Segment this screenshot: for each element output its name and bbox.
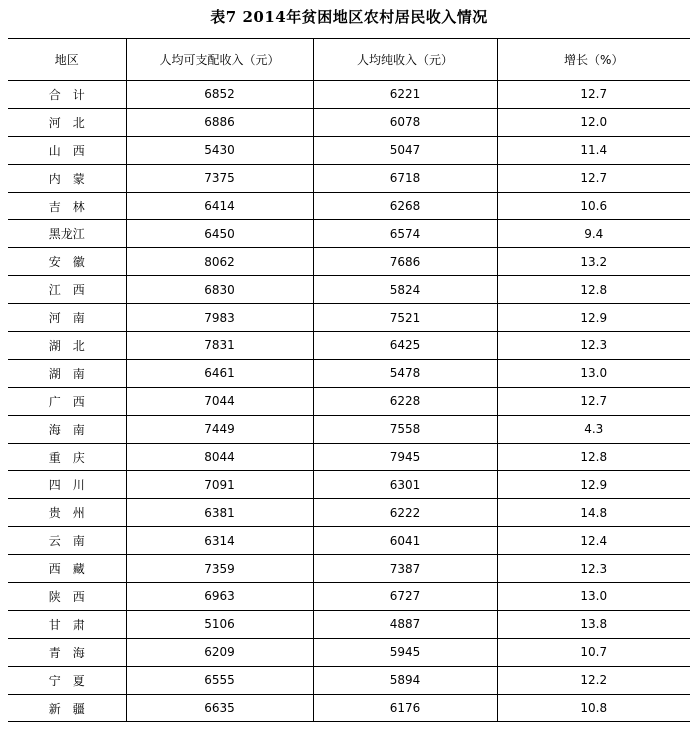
net-income-cell: 5894 bbox=[313, 666, 497, 694]
region-cell: 黑龙江 bbox=[8, 220, 126, 248]
growth-cell: 10.7 bbox=[497, 638, 690, 666]
region-cell: 海 南 bbox=[8, 415, 126, 443]
growth-cell: 13.2 bbox=[497, 248, 690, 276]
table-row bbox=[8, 583, 690, 611]
growth-cell: 11.4 bbox=[497, 136, 690, 164]
growth-cell: 14.8 bbox=[497, 499, 690, 527]
disposable-income-cell: 5430 bbox=[126, 136, 313, 164]
region-cell: 贵 州 bbox=[8, 499, 126, 527]
region-cell: 西 藏 bbox=[8, 555, 126, 583]
net-income-cell: 5824 bbox=[313, 276, 497, 304]
net-income-cell: 6228 bbox=[313, 387, 497, 415]
income-table bbox=[8, 38, 690, 722]
disposable-income-cell: 6209 bbox=[126, 638, 313, 666]
disposable-income-cell: 6414 bbox=[126, 192, 313, 220]
growth-cell: 13.0 bbox=[497, 583, 690, 611]
growth-cell: 9.4 bbox=[497, 220, 690, 248]
net-income-cell: 6718 bbox=[313, 164, 497, 192]
table-row bbox=[8, 108, 690, 136]
growth-cell: 12.3 bbox=[497, 332, 690, 360]
disposable-income-cell: 7831 bbox=[126, 332, 313, 360]
net-income-cell: 6268 bbox=[313, 192, 497, 220]
region-cell: 云 南 bbox=[8, 527, 126, 555]
region-cell: 安 徽 bbox=[8, 248, 126, 276]
table-title: 表7 2014年贫困地区农村居民收入情况 bbox=[210, 8, 488, 26]
region-cell: 四 川 bbox=[8, 471, 126, 499]
net-income-cell: 6425 bbox=[313, 332, 497, 360]
disposable-income-cell: 6314 bbox=[126, 527, 313, 555]
region-cell: 吉 林 bbox=[8, 192, 126, 220]
disposable-income-cell: 7375 bbox=[126, 164, 313, 192]
table-row bbox=[8, 304, 690, 332]
region-cell: 重 庆 bbox=[8, 443, 126, 471]
table-row bbox=[8, 499, 690, 527]
table-row bbox=[8, 443, 690, 471]
region-cell: 甘 肃 bbox=[8, 610, 126, 638]
growth-cell: 12.7 bbox=[497, 81, 690, 109]
disposable-income-cell: 6461 bbox=[126, 359, 313, 387]
table-row bbox=[8, 610, 690, 638]
disposable-income-cell: 7091 bbox=[126, 471, 313, 499]
disposable-income-cell: 7449 bbox=[126, 415, 313, 443]
table-row bbox=[8, 81, 690, 109]
region-cell: 广 西 bbox=[8, 387, 126, 415]
disposable-income-cell: 7359 bbox=[126, 555, 313, 583]
net-income-cell: 7387 bbox=[313, 555, 497, 583]
table-row bbox=[8, 192, 690, 220]
disposable-income-cell: 8044 bbox=[126, 443, 313, 471]
table-row bbox=[8, 220, 690, 248]
growth-cell: 10.6 bbox=[497, 192, 690, 220]
growth-cell: 12.4 bbox=[497, 527, 690, 555]
header-growth: 增长（%） bbox=[497, 39, 690, 81]
growth-cell: 12.9 bbox=[497, 304, 690, 332]
disposable-income-cell: 5106 bbox=[126, 610, 313, 638]
net-income-cell: 5945 bbox=[313, 638, 497, 666]
header-region: 地区 bbox=[8, 39, 126, 81]
table-row bbox=[8, 555, 690, 583]
disposable-income-cell: 6381 bbox=[126, 499, 313, 527]
disposable-income-cell: 7044 bbox=[126, 387, 313, 415]
net-income-cell: 5047 bbox=[313, 136, 497, 164]
net-income-cell: 6221 bbox=[313, 81, 497, 109]
growth-cell: 12.7 bbox=[497, 387, 690, 415]
growth-cell: 13.8 bbox=[497, 610, 690, 638]
net-income-cell: 6301 bbox=[313, 471, 497, 499]
growth-cell: 4.3 bbox=[497, 415, 690, 443]
table-row bbox=[8, 136, 690, 164]
region-cell: 湖 北 bbox=[8, 332, 126, 360]
table-row bbox=[8, 387, 690, 415]
table-row bbox=[8, 332, 690, 360]
growth-cell: 12.9 bbox=[497, 471, 690, 499]
net-income-cell: 7521 bbox=[313, 304, 497, 332]
growth-cell: 12.8 bbox=[497, 276, 690, 304]
disposable-income-cell: 6963 bbox=[126, 583, 313, 611]
region-cell: 河 北 bbox=[8, 108, 126, 136]
table-row bbox=[8, 666, 690, 694]
region-cell: 河 南 bbox=[8, 304, 126, 332]
disposable-income-cell: 6555 bbox=[126, 666, 313, 694]
net-income-cell: 7558 bbox=[313, 415, 497, 443]
growth-cell: 12.7 bbox=[497, 164, 690, 192]
region-cell: 新 疆 bbox=[8, 694, 126, 722]
disposable-income-cell: 6635 bbox=[126, 694, 313, 722]
region-cell: 合 计 bbox=[8, 81, 126, 109]
growth-cell: 13.0 bbox=[497, 359, 690, 387]
table-row bbox=[8, 638, 690, 666]
header-row bbox=[8, 39, 690, 81]
region-cell: 内 蒙 bbox=[8, 164, 126, 192]
growth-cell: 12.8 bbox=[497, 443, 690, 471]
net-income-cell: 6176 bbox=[313, 694, 497, 722]
table-row bbox=[8, 415, 690, 443]
net-income-cell: 7945 bbox=[313, 443, 497, 471]
net-income-cell: 6574 bbox=[313, 220, 497, 248]
net-income-cell: 6041 bbox=[313, 527, 497, 555]
disposable-income-cell: 7983 bbox=[126, 304, 313, 332]
growth-cell: 12.3 bbox=[497, 555, 690, 583]
header-net-income: 人均纯收入（元） bbox=[313, 39, 497, 81]
region-cell: 陕 西 bbox=[8, 583, 126, 611]
table-row bbox=[8, 164, 690, 192]
table-row bbox=[8, 471, 690, 499]
disposable-income-cell: 8062 bbox=[126, 248, 313, 276]
table-header bbox=[8, 39, 690, 81]
table-row bbox=[8, 248, 690, 276]
net-income-cell: 4887 bbox=[313, 610, 497, 638]
growth-cell: 12.2 bbox=[497, 666, 690, 694]
net-income-cell: 6727 bbox=[313, 583, 497, 611]
net-income-cell: 6078 bbox=[313, 108, 497, 136]
table-body bbox=[8, 81, 690, 722]
table-row bbox=[8, 694, 690, 722]
growth-cell: 12.0 bbox=[497, 108, 690, 136]
disposable-income-cell: 6830 bbox=[126, 276, 313, 304]
region-cell: 宁 夏 bbox=[8, 666, 126, 694]
region-cell: 山 西 bbox=[8, 136, 126, 164]
net-income-cell: 6222 bbox=[313, 499, 497, 527]
header-disposable-income: 人均可支配收入（元） bbox=[126, 39, 313, 81]
table-row bbox=[8, 276, 690, 304]
disposable-income-cell: 6852 bbox=[126, 81, 313, 109]
net-income-cell: 7686 bbox=[313, 248, 497, 276]
disposable-income-cell: 6450 bbox=[126, 220, 313, 248]
table-row bbox=[8, 527, 690, 555]
region-cell: 青 海 bbox=[8, 638, 126, 666]
growth-cell: 10.8 bbox=[497, 694, 690, 722]
net-income-cell: 5478 bbox=[313, 359, 497, 387]
disposable-income-cell: 6886 bbox=[126, 108, 313, 136]
table-row bbox=[8, 359, 690, 387]
region-cell: 江 西 bbox=[8, 276, 126, 304]
region-cell: 湖 南 bbox=[8, 359, 126, 387]
